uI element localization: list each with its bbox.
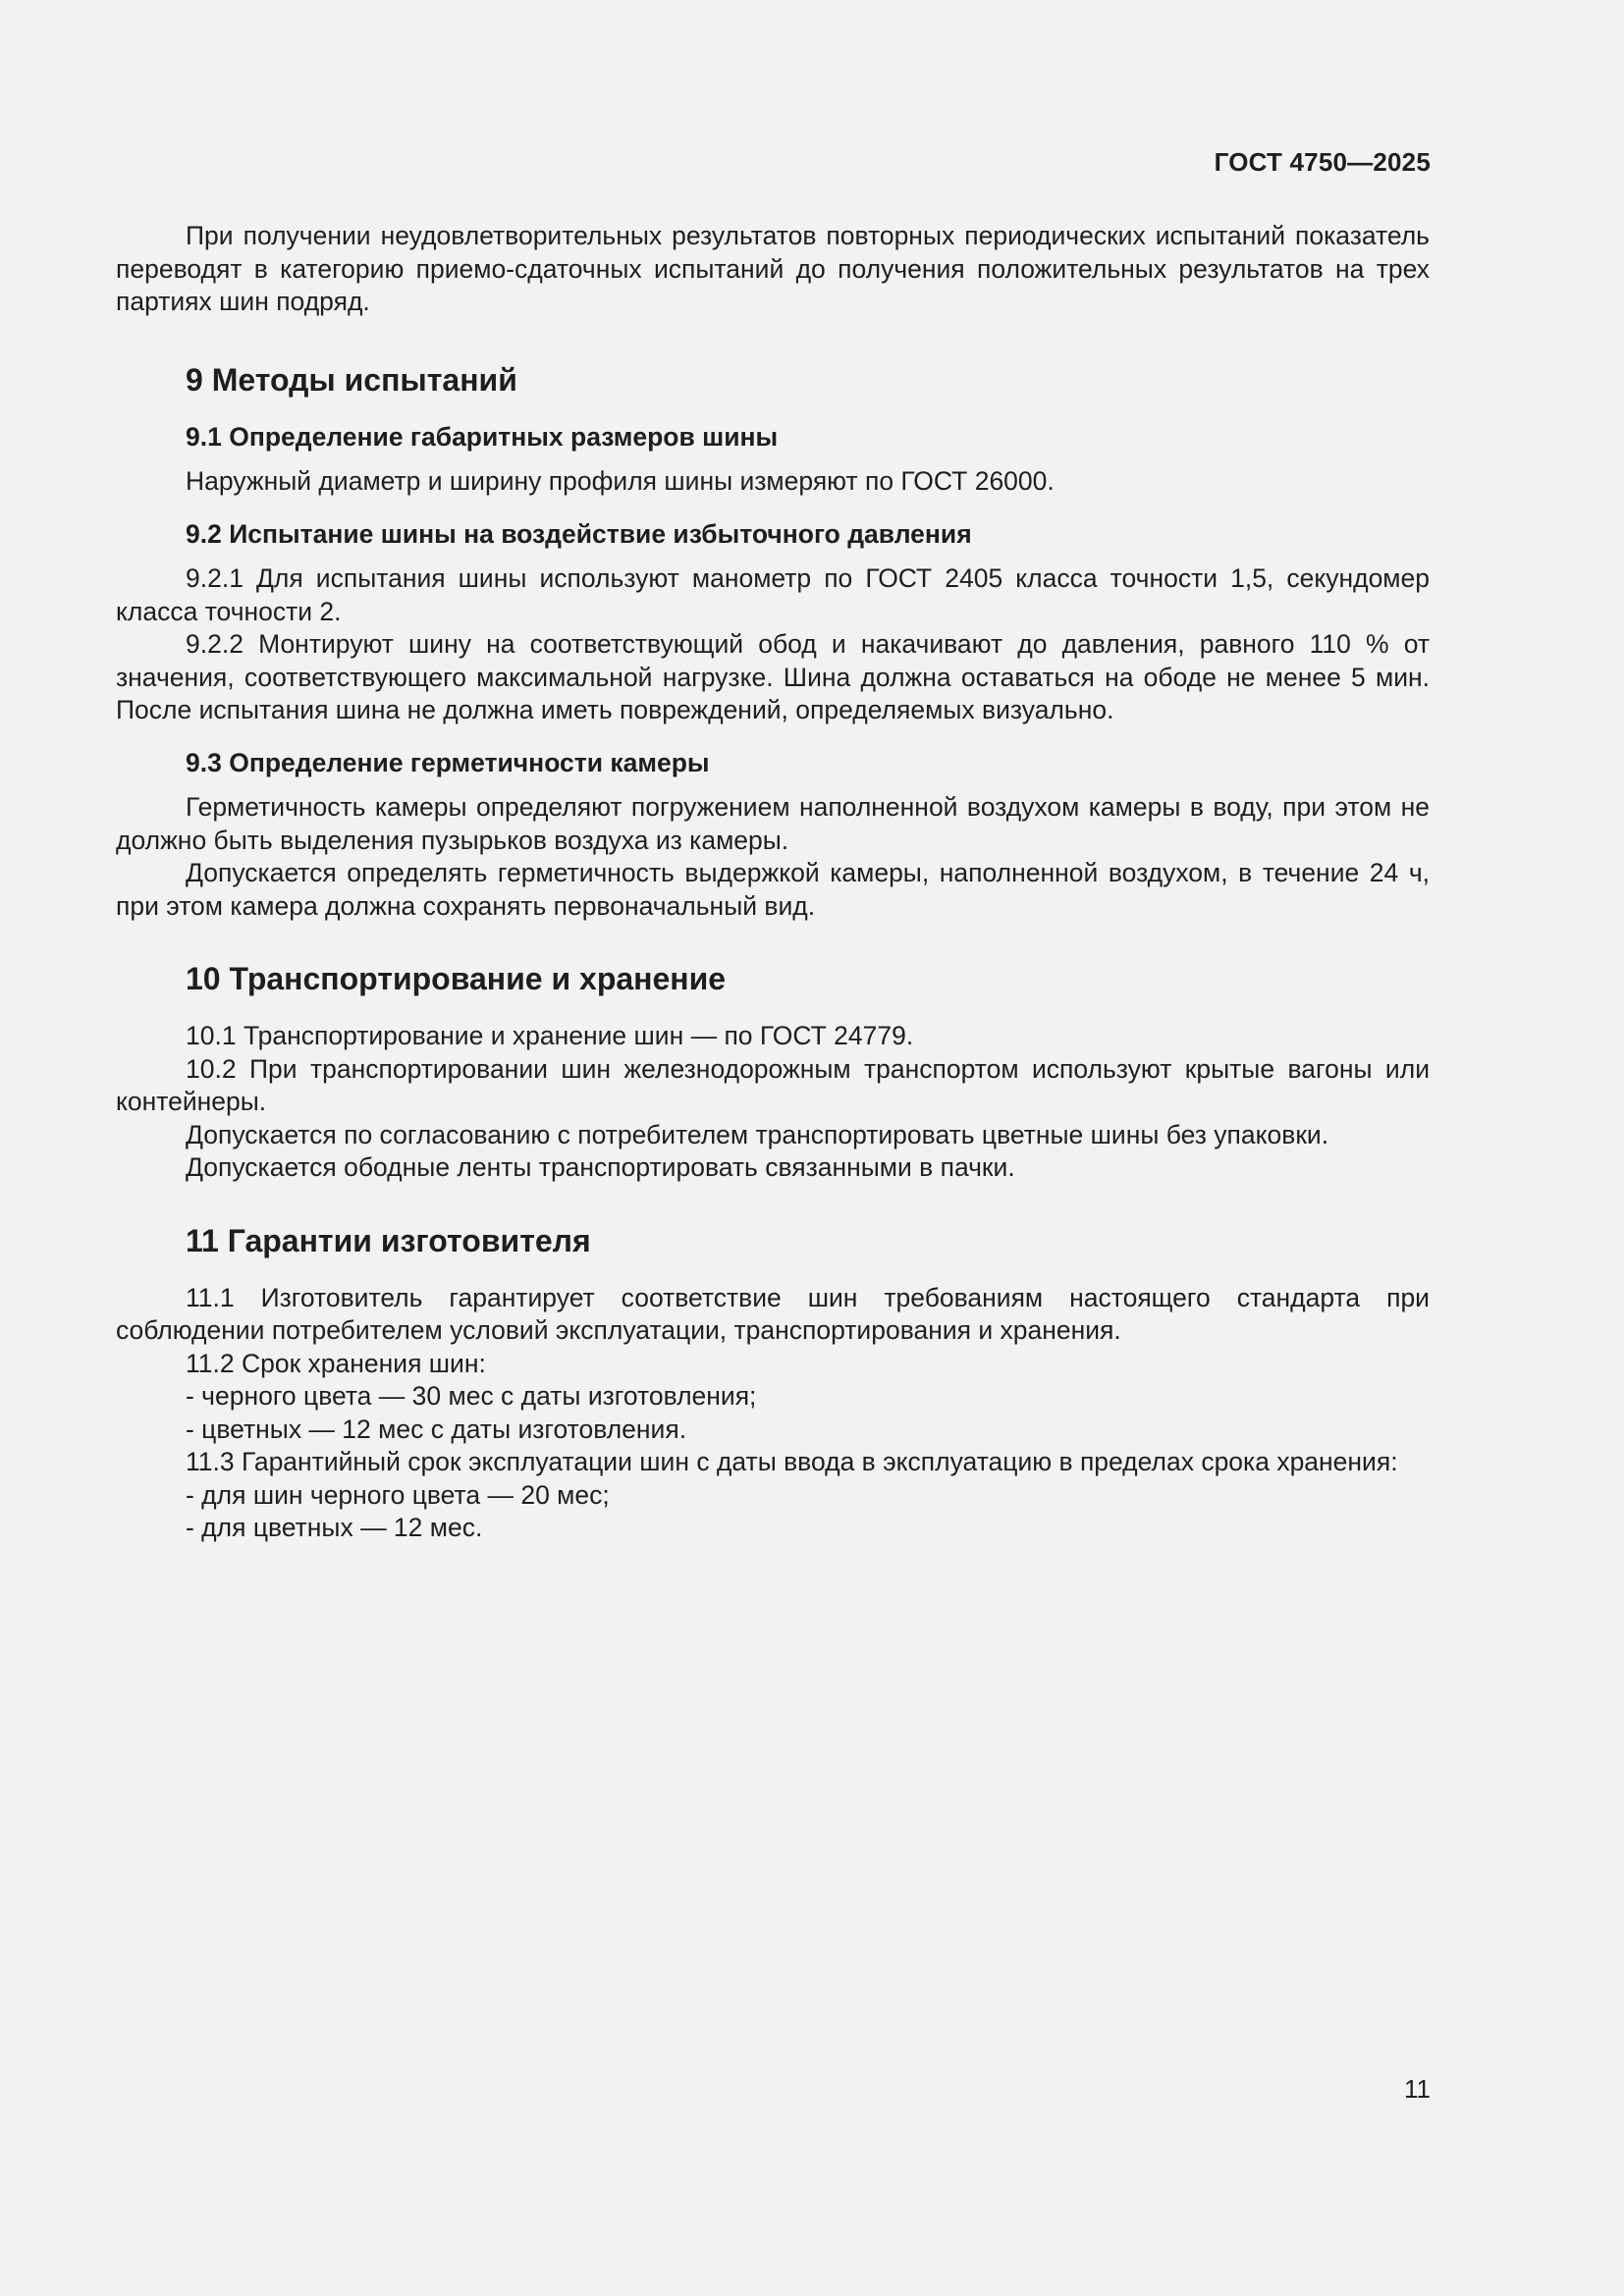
section-9-2-2-text: 9.2.2 Монтируют шину на соответствующий обод и накачивают до давления, равного 110 % от значения, соответствующего максимальной нагрузке. Шина должна оставаться на ободе не менее 5 мин. После испытания шина не должна иметь повреждений, определяемых визуально. xyxy=(116,629,1430,724)
section-9-3-p1: Герметичность камеры определяют погружением наполненной воздухом камеры в воду, при этом не должно быть выделения пузырьков воздуха из камеры. xyxy=(116,792,1430,855)
section-11-1-text: 11.1 Изготовитель гарантирует соответствие шин требованиям настоящего стандарта при соблюдении потребителем условий эксплуатации, транспортирования и хранения. xyxy=(116,1282,1430,1345)
section-9-title: 9 Методы испытаний xyxy=(186,361,517,398)
section-9-2-1-text: 9.2.1 Для испытания шины используют манометр по ГОСТ 2405 класса точности 1,5, секундомер класса точности 2. xyxy=(116,563,1430,626)
warranty-list-item: - для шин черного цвета — 20 мес; xyxy=(186,1479,610,1510)
section-9-3-title: 9.3 Определение герметичности камеры xyxy=(186,747,710,777)
intro-paragraph: При получении неудовлетворительных результатов повторных периодических испытаний показатель переводят в категорию приемо-сдаточных испытаний до получения положительных результатов на трех партиях шин подряд. xyxy=(116,221,1430,316)
section-11-title: 11 Гарантии изготовителя xyxy=(186,1222,591,1258)
section-11-2-text: 11.2 Срок хранения шин: xyxy=(186,1348,486,1378)
section-10-2-text: 10.2 При транспортировании шин железнодорожным транспортом используют крытые вагоны или контейнеры. xyxy=(116,1053,1430,1116)
section-11-3-text: 11.3 Гарантийный срок эксплуатации шин с даты ввода в эксплуатацию в пределах срока хранения: xyxy=(186,1447,1398,1476)
section-10-1-text: 10.1 Транспортирование и хранение шин — по ГОСТ 24779. xyxy=(186,1021,914,1050)
page-number: 11 xyxy=(1404,2074,1431,2104)
warranty-list-item: - для цветных — 12 мес. xyxy=(186,1513,483,1542)
section-9-1-text: Наружный диаметр и ширину профиля шины измеряют по ГОСТ 26000. xyxy=(186,466,1055,496)
section-9-2-title: 9.2 Испытание шины на воздействие избыточного давления xyxy=(186,518,972,549)
section-10-p3: Допускается по согласованию с потребителем транспортировать цветные шины без упаковки. xyxy=(186,1119,1329,1149)
section-10-p4: Допускается ободные ленты транспортировать связанными в пачки. xyxy=(186,1152,1015,1182)
document-code: ГОСТ 4750—2025 xyxy=(1214,147,1431,177)
page-content xyxy=(116,220,1430,1545)
storage-list-item: - цветных — 12 мес с даты изготовления. xyxy=(186,1414,687,1444)
section-10-title: 10 Транспортирование и хранение xyxy=(186,961,727,996)
section-9-1-title: 9.1 Определение габаритных размеров шины xyxy=(186,421,779,452)
storage-list-item: - черного цвета — 30 мес с даты изготовления; xyxy=(186,1381,757,1411)
section-9-3-p2: Допускается определять герметичность выдержкой камеры, наполненной воздухом, в течение 24 ч, при этом камера должна сохранять первоначальный вид. xyxy=(116,858,1430,921)
